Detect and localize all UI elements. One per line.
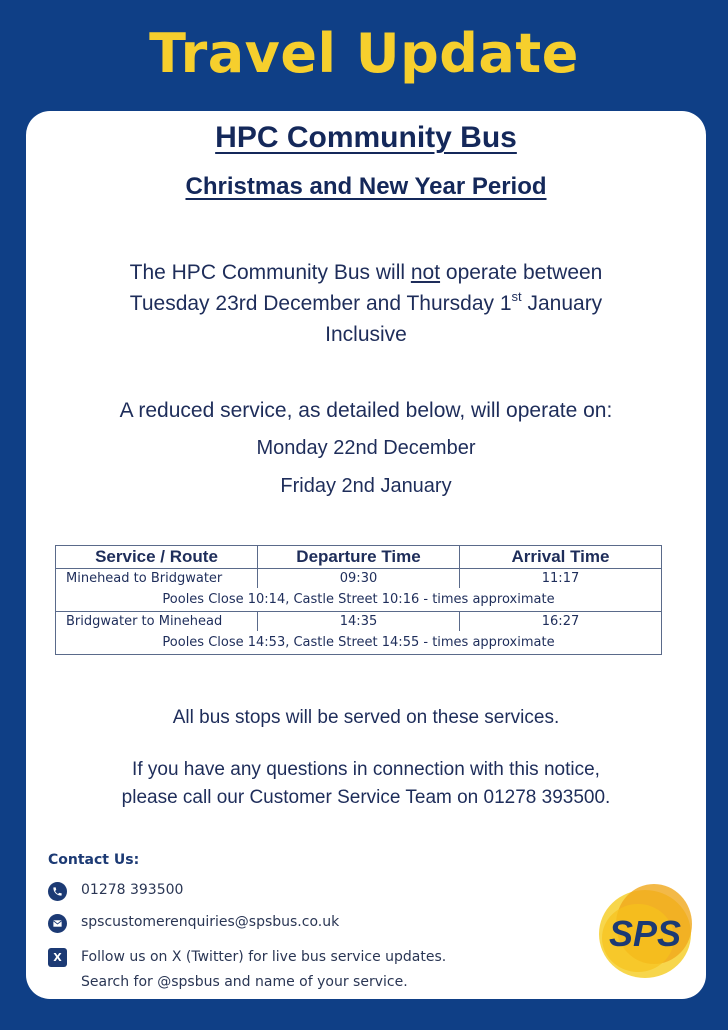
- timetable: [55, 545, 662, 655]
- header-arrival: Arrival Time: [460, 546, 662, 569]
- stop-times-note: Pooles Close 10:14, Castle Street 10:16 - times approximate: [56, 588, 662, 612]
- contact-email[interactable]: spscustomerenquiries@spsbus.co.uk: [81, 914, 340, 930]
- contact-social-row: [48, 945, 446, 995]
- service-date-2: Friday 2nd January: [280, 475, 452, 497]
- table-row: [56, 569, 662, 589]
- service-date-1: Monday 22nd December: [256, 437, 476, 459]
- logo-text: SPS: [608, 913, 682, 954]
- notice-subtitle: Christmas and New Year Period: [185, 173, 547, 200]
- header-service-route: Service / Route: [56, 546, 258, 569]
- sps-logo: [592, 876, 698, 982]
- contact-phone-row: [48, 882, 183, 901]
- table-note-row: [56, 631, 662, 655]
- departure-cell: 14:35: [258, 612, 460, 632]
- closure-text: Tuesday 23rd December and Thursday 1: [129, 292, 512, 315]
- closure-line-1: [26, 257, 706, 288]
- contact-phone[interactable]: 01278 393500: [81, 882, 184, 898]
- bus-stops-note: All bus stops will be served on these services.: [172, 707, 560, 728]
- social-text: [81, 945, 446, 995]
- questions-line-2: please call our Customer Service Team on 01278 393500.: [121, 787, 611, 808]
- stop-times-note: Pooles Close 14:53, Castle Street 14:55 - times approximate: [162, 635, 555, 650]
- arrival-cell: 16:27: [541, 614, 580, 629]
- page-headline: Travel Update: [149, 22, 579, 85]
- ordinal-suffix: st: [511, 289, 522, 304]
- closure-line-2: [26, 288, 706, 319]
- closure-text: January: [521, 292, 603, 315]
- social-line-2: Search for @spsbus and name of your service.: [81, 974, 408, 990]
- contact-email-row: [48, 914, 339, 933]
- contact-title: Contact Us:: [48, 852, 140, 868]
- closure-emphasis: not: [410, 261, 441, 284]
- route-cell: Minehead to Bridgwater: [56, 569, 258, 589]
- x-twitter-icon: X: [48, 948, 67, 967]
- closure-text: operate between: [440, 261, 603, 284]
- header-departure: Departure Time: [258, 546, 460, 569]
- phone-icon: [48, 882, 67, 901]
- email-icon: [48, 914, 67, 933]
- notice-card: [26, 111, 706, 999]
- table-note-row: [56, 588, 662, 612]
- closure-line-3: Inclusive: [325, 323, 407, 346]
- closure-text: The HPC Community Bus will: [129, 261, 411, 284]
- departure-cell: 09:30: [258, 569, 460, 589]
- arrival-cell: 11:17: [541, 571, 580, 586]
- route-cell: Bridgwater to Minehead: [56, 612, 258, 632]
- table-row: [56, 612, 662, 632]
- questions-line-1: If you have any questions in connection with this notice,: [132, 759, 600, 780]
- timetable-header-row: [56, 546, 662, 569]
- notice-title: HPC Community Bus: [215, 121, 517, 154]
- social-line-1: Follow us on X (Twitter) for live bus service updates.: [81, 949, 447, 965]
- reduced-service-intro: A reduced service, as detailed below, will operate on:: [119, 399, 613, 422]
